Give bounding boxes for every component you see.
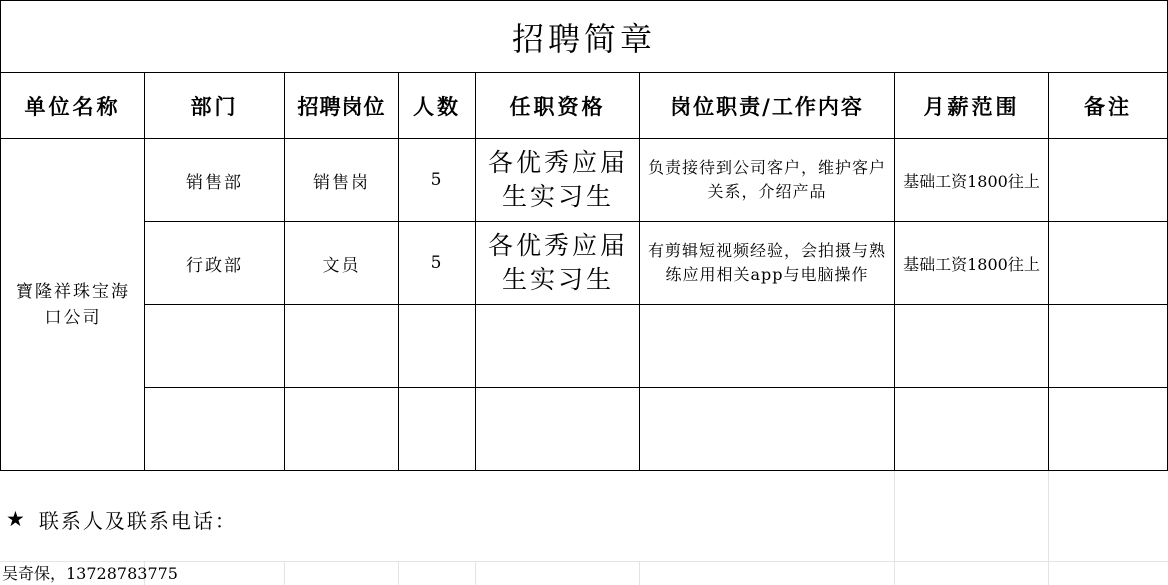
gridline <box>894 471 895 585</box>
row1-salary: 基础工资1800往上 <box>903 171 1040 191</box>
table-border <box>144 304 1168 305</box>
row1-count: 5 <box>430 170 444 190</box>
company-name <box>8 139 138 470</box>
row2-position: 文员 <box>322 255 361 276</box>
row2-note <box>1049 222 1167 304</box>
header-salary: 月薪范围 <box>923 93 1020 119</box>
row1-note <box>1049 139 1167 221</box>
gridline <box>398 561 399 585</box>
gridline <box>475 561 476 585</box>
gridline <box>284 561 285 585</box>
row1-qualification <box>484 139 632 221</box>
page-title: 招聘简章 <box>511 19 656 58</box>
header-department: 部门 <box>190 93 239 119</box>
header-note: 备注 <box>1084 93 1132 119</box>
header-qualification: 任职资格 <box>509 93 606 119</box>
row1-duties-text: 负责接待到公司客户，维护客户关系，介绍产品 <box>647 158 886 201</box>
row2-duties <box>646 222 888 304</box>
row1-department: 销售部 <box>186 172 243 193</box>
contact-label: 联系人及联系电话： <box>38 508 237 533</box>
header-company: 单位名称 <box>24 93 121 119</box>
contact-line <box>6 505 237 533</box>
header-position: 招聘岗位 <box>297 93 386 119</box>
gridline <box>639 561 640 585</box>
row2-count: 5 <box>430 253 444 273</box>
gridline <box>1048 471 1049 585</box>
header-count: 人数 <box>413 93 461 119</box>
row2-salary: 基础工资1800往上 <box>903 254 1040 274</box>
contact-value: 吴奇保，13728783775 <box>2 564 178 583</box>
row2-qualification <box>484 222 632 304</box>
row1-qualification-text: 各优秀应届生实习生 <box>487 148 628 211</box>
row1-position: 销售岗 <box>313 172 370 193</box>
table-border <box>0 470 1168 471</box>
company-name-text: 寶隆祥珠宝海口公司 <box>16 281 130 328</box>
row2-qualification-text: 各优秀应届生实习生 <box>487 231 628 294</box>
header-duties: 岗位职责/工作内容 <box>670 93 864 119</box>
star-icon: ★ <box>6 507 27 531</box>
row2-department: 行政部 <box>186 255 243 276</box>
table-border <box>144 387 1168 388</box>
row1-duties <box>646 139 888 221</box>
row2-duties-text: 有剪辑短视频经验，会拍摄与熟练应用相关app与电脑操作 <box>647 241 886 284</box>
gridline <box>0 561 1168 562</box>
